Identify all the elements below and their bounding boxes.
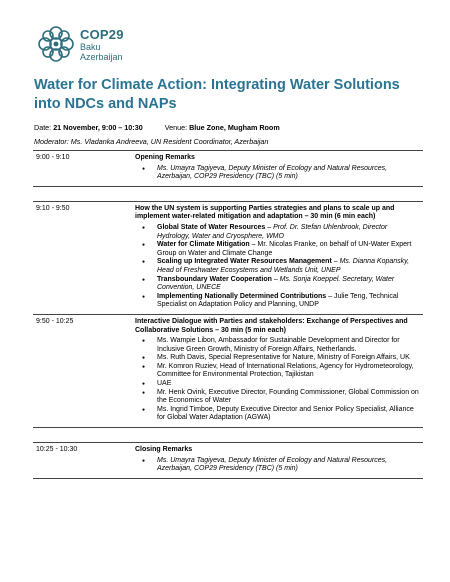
session-content (132, 443, 423, 479)
speaker-item: ● Ms. Wampie Libon, Ambassador for Sustainable Development and Director for Inclusive Green Growth, Ministry of Foreign Affairs, Netherlands. (157, 337, 420, 354)
speaker-item: ● Ms. Umayra Tagiyeva, Deputy Minister of Ecology and Natural Resources, Azerbaijan, COP29 Presidency (TBC) (5 min) (157, 457, 420, 474)
speaker-item (157, 224, 420, 241)
venue-label: Venue: (164, 123, 188, 132)
session-title: Interactive Dialogue with Parties and stakeholders: Exchange of Perspectives and Collaborative Solutions – 30 min (5 min each) (135, 317, 408, 334)
speaker-text: – Prof. Dr. Stefan Uhlenbrook, Director Hydrology, Water and Cryosphere, WMO (157, 223, 388, 240)
agenda-row (33, 443, 423, 479)
speaker-text: – Julie Teng, Technical Specialist on Adaptation Policy and Planning, UNDP (157, 292, 399, 309)
session-time: 9:10 - 9:50 (33, 201, 132, 314)
session-time: 9:00 - 9:10 (33, 151, 132, 187)
topic-label: Global State of Water Resources (157, 223, 266, 231)
topic-label: Scaling up Integrated Water Resources Management (157, 258, 332, 266)
speaker-item (157, 241, 420, 258)
agenda-row (33, 201, 423, 314)
session-content (132, 201, 423, 314)
speaker-text: – Ms. Sonja Koeppel. Secretary, Water Convention, UNECE (157, 275, 395, 292)
speaker-item (157, 276, 420, 293)
speaker-item: ● UAE (157, 380, 420, 389)
session-title: Opening Remarks (135, 154, 195, 161)
date-value: 21 November, 9:00 – 10:30 (53, 123, 143, 132)
logo-country: Azerbaijan (80, 52, 123, 62)
speaker-item: ● Ms. Umayra Tagiyeva, Deputy Minister of Ecology and Natural Resources, Azerbaijan, COP29 Presidency (TBC) (5 min) (157, 165, 420, 182)
speaker-item: ● Mr. Komron Ruziev, Head of International Relations, Agency for Hydrometeorology, Committee for Environmental Protection, Tajikistan (157, 363, 420, 380)
venue-value: Blue Zone, Mugham Room (189, 123, 280, 132)
session-title: How the UN system is supporting Parties strategies and plans to scale up and implement water-related mitigation and adaptation – 30 min (6 min each) (135, 204, 395, 221)
speaker-item: ● Mr. Henk Ovink, Executive Director, Founding Commissioner, Global Commission on the Economics of Water (157, 389, 420, 406)
speaker-text: – Mr. Nicolas Franke, on behalf of UN-Water Expert Group on Water and Climate Change (157, 241, 412, 257)
speaker-item (157, 258, 420, 275)
speaker-item (157, 293, 420, 310)
cop29-logo (34, 22, 209, 72)
session-content (132, 314, 423, 427)
session-title: Closing Remarks (135, 446, 193, 454)
agenda-row (33, 314, 423, 427)
date-label: Date: (34, 123, 52, 132)
event-meta (34, 122, 424, 133)
cop29-flower-logo-icon (34, 22, 78, 66)
session-time: 10:25 - 10:30 (33, 443, 132, 479)
agenda-table (33, 150, 423, 479)
speaker-item: ● Ms. Ingrid Timboe, Deputy Executive Director and Senior Policy Specialist, Alliance for Global Water Adaptation (AGWA) (157, 406, 420, 423)
session-time: 9:50 - 10:25 (33, 314, 132, 427)
page-title: Water for Climate Action: Integrating Water Solutions into NDCs and NAPs (34, 77, 400, 112)
logo-city: Baku (80, 42, 101, 52)
speaker-item: ● Ms. Ruth Davis, Special Representative for Nature, Ministry of Foreign Affairs, UK (157, 354, 420, 363)
speaker-text: – Ms. Dianna Kopansky, Head of Freshwater Ecosystems and Wetlands Unit, UNEP (157, 258, 410, 274)
agenda-row (33, 151, 423, 187)
topic-label: Implementing Nationally Determined Contributions (157, 292, 327, 300)
topic-label: Water for Climate Mitigation (157, 241, 250, 249)
session-content (132, 151, 423, 187)
moderator: Moderator: Ms. Vladanka Andreeva, UN Resident Coordinator, Azerbaijan (34, 137, 269, 146)
logo-name: COP29 (80, 27, 124, 42)
topic-label: Transboundary Water Cooperation (157, 275, 272, 283)
